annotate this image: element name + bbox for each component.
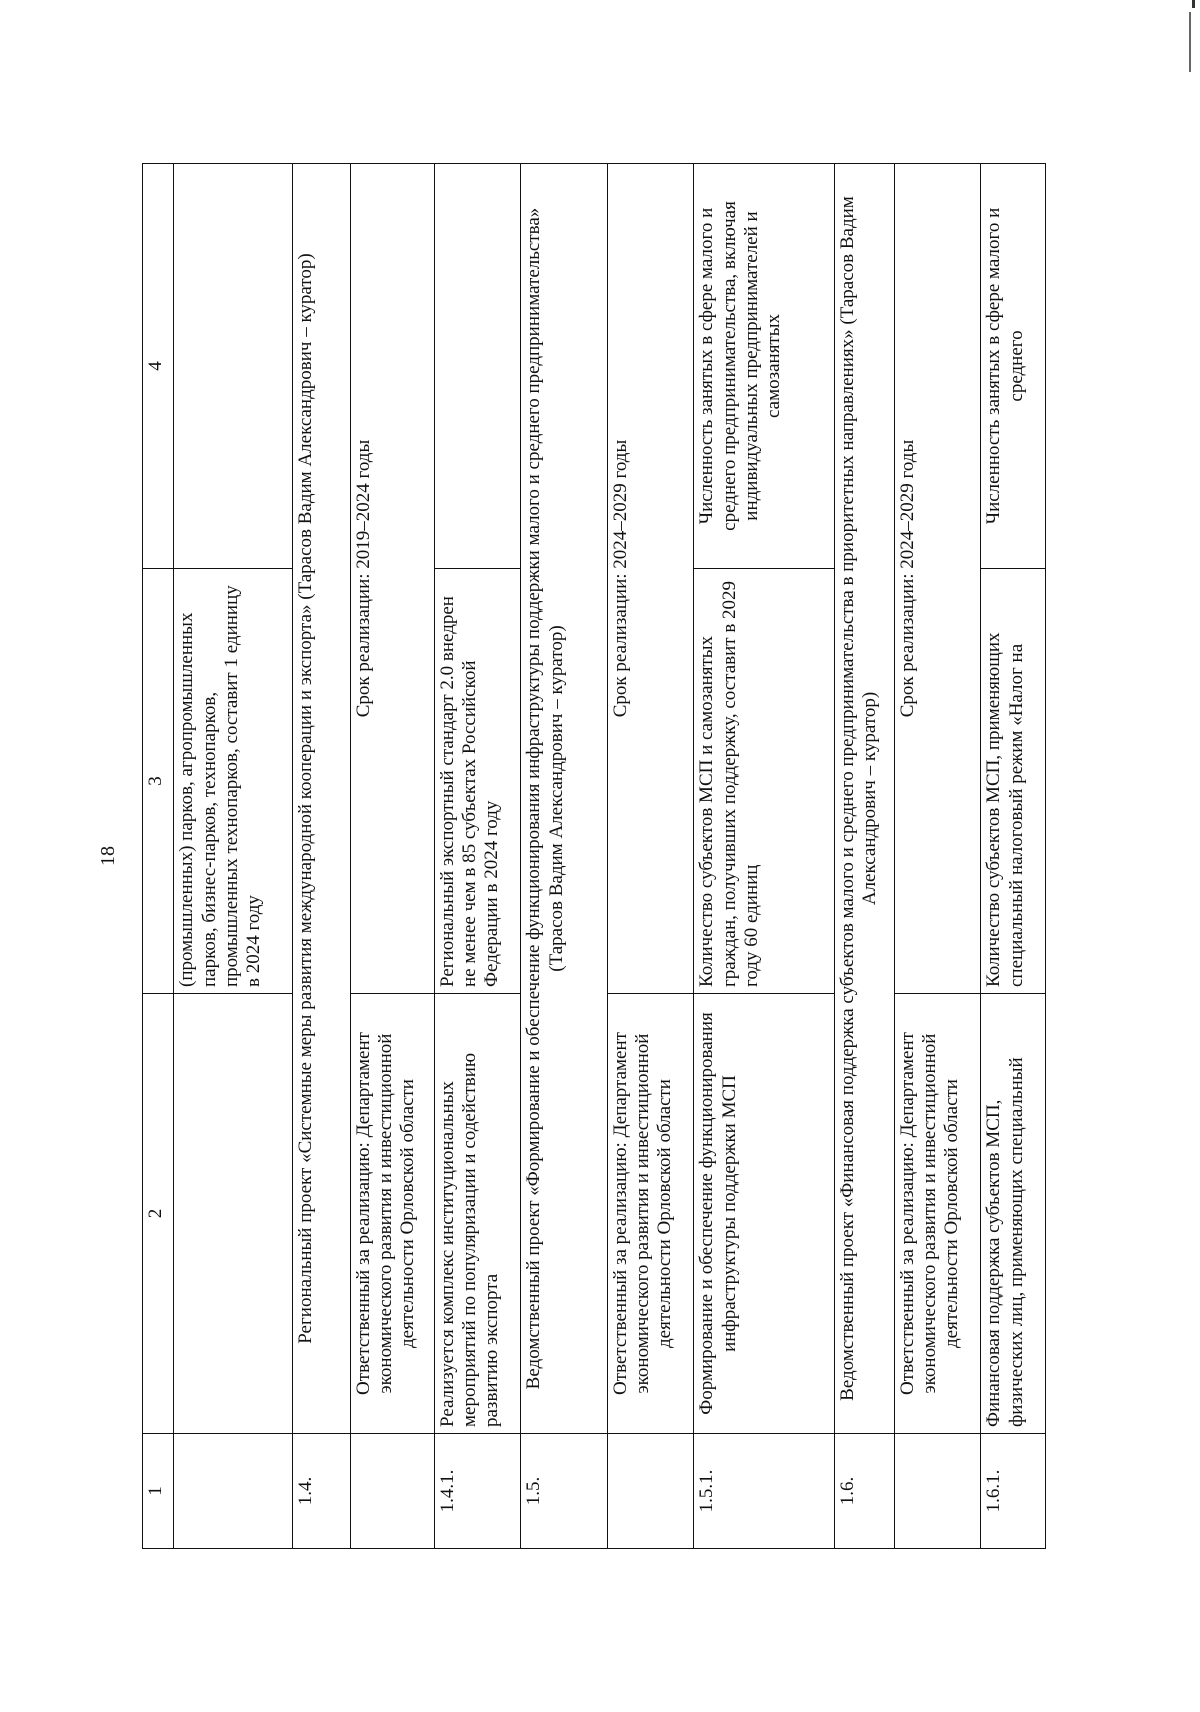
row-col-3: Количество субъектов МСП, применяющих специальный налоговый режим «Налог на <box>981 569 1046 994</box>
row-number <box>607 1434 693 1549</box>
table-row-section <box>834 164 894 1549</box>
row-col-3: (промышленных) парков, агропромышленных парков, бизнес-парков, технопарков, промышленных технопарков, составит 1 единицу в 2024 году <box>174 569 293 994</box>
row-number <box>350 1434 434 1549</box>
implementation-period: Срок реализации: 2019–2024 годы <box>350 164 434 994</box>
row-col-2: Формирование и обеспечение функционирования инфраструктуры поддержки МСП <box>694 994 835 1434</box>
row-col-4: Численность занятых в сфере малого и среднего <box>981 164 1046 569</box>
indicator-text: Численность занятых в сфере малого и среднего предпринимательства, включая индивидуальных предпринимателей и самозанятых <box>696 201 784 531</box>
table-header-row <box>143 164 174 1549</box>
rotated-page <box>142 164 1046 1549</box>
responsible-cell: Ответственный за реализацию: Департамент экономического развития и инвестиционной деятельности Орловской области <box>607 994 693 1434</box>
table-row-section <box>521 164 607 1549</box>
table-row <box>174 164 293 1549</box>
scan-mark <box>1192 0 1195 8</box>
row-number: 1.4.1. <box>434 1434 520 1549</box>
section-title: Региональный проект «Системные меры развития международной кооперации и экспорта» (Тарасов Вадим Александрович – куратор) <box>293 164 351 1434</box>
row-number: 1.5.1. <box>694 1434 835 1549</box>
table-row <box>350 164 434 1549</box>
row-number: 1.6.1. <box>981 1434 1046 1549</box>
row-number: 1.5. <box>521 1434 607 1549</box>
table-row <box>894 164 980 1549</box>
header-col-1: 1 <box>143 1434 174 1549</box>
section-title: Ведомственный проект «Формирование и обеспечение функционирования инфраструктуры поддержки малого и среднего предпринимательства» (Тарасов Вадим Александрович – куратор) <box>521 164 607 1434</box>
header-col-4: 4 <box>143 164 174 569</box>
implementation-period: Срок реализации: 2024–2029 годы <box>894 164 980 994</box>
header-col-3: 3 <box>143 569 174 994</box>
table-row-section <box>293 164 351 1549</box>
page-number: 18 <box>97 846 119 866</box>
row-number: 1.4. <box>293 1434 351 1549</box>
row-col-3: Количество субъектов МСП и самозанятых граждан, получивших поддержку, составит в 2029 году 60 единиц <box>694 569 835 994</box>
scan-mark <box>1189 12 1191 72</box>
section-title: Ведомственный проект «Финансовая поддержка субъектов малого и среднего предпринимательства в приоритетных направлениях» (Тарасов Вадим Александрович – куратор) <box>834 164 894 1434</box>
row-col-4 <box>694 164 835 569</box>
row-col-2: Реализуется комплекс институциональных мероприятий по популяризации и содействию развитию экспорта <box>434 994 520 1434</box>
row-number <box>174 1434 293 1549</box>
table-row <box>434 164 520 1549</box>
row-col-4 <box>434 164 520 569</box>
row-number: 1.6. <box>834 1434 894 1549</box>
row-col-3: Региональный экспортный стандарт 2.0 внедрен не менее чем в 85 субъектах Российской Федерации в 2024 году <box>434 569 520 994</box>
table-row <box>607 164 693 1549</box>
implementation-period: Срок реализации: 2024–2029 годы <box>607 164 693 994</box>
row-col-2 <box>174 994 293 1434</box>
document-table <box>142 163 1046 1549</box>
row-col-2: Финансовая поддержка субъектов МСП, физических лиц, применяющих специальный <box>981 994 1046 1434</box>
responsible-cell: Ответственный за реализацию: Департамент экономического развития и инвестиционной деятельности Орловской области <box>350 994 434 1434</box>
responsible-cell: Ответственный за реализацию: Департамент экономического развития и инвестиционной деятельности Орловской области <box>894 994 980 1434</box>
table-row <box>694 164 835 1549</box>
table-row <box>981 164 1046 1549</box>
row-col-4 <box>174 164 293 569</box>
row-number <box>894 1434 980 1549</box>
header-col-2: 2 <box>143 994 174 1434</box>
